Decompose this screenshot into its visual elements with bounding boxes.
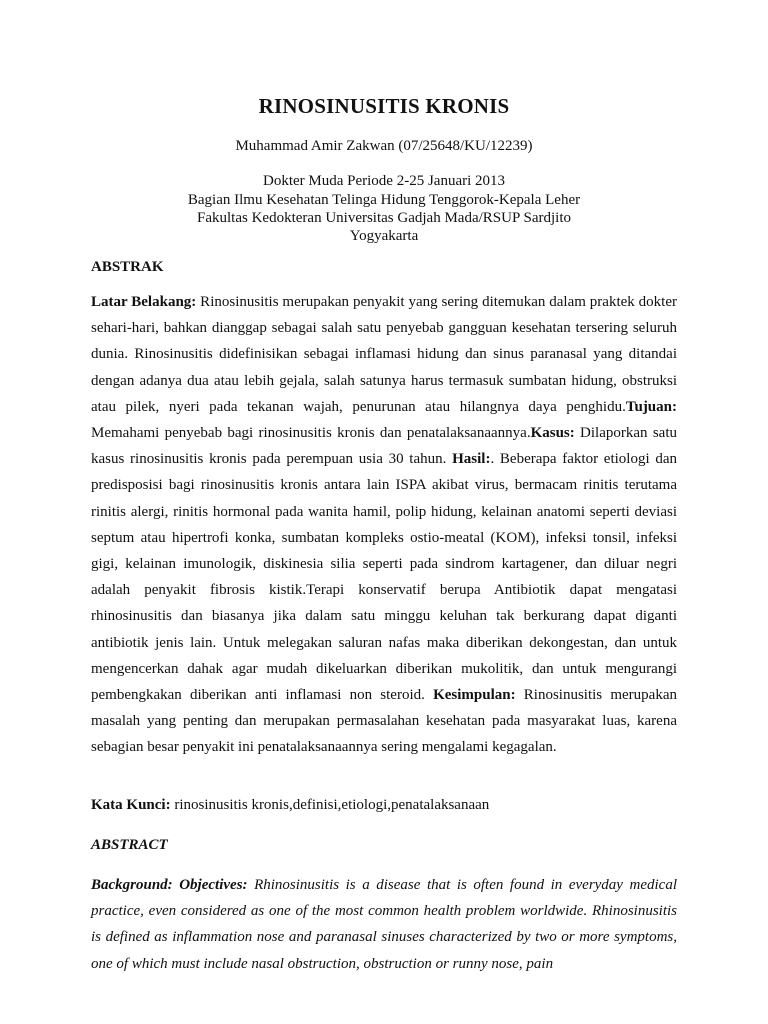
- affiliation-line-4: Yogyakarta: [349, 228, 419, 244]
- abstrak-paragraph: [91, 289, 677, 761]
- latar-label: Latar Belakang:: [91, 294, 197, 310]
- hasil-text: . Beberapa faktor etiologi dan predisposisi bagi rinosinusitis kronis antara lain ISPA akibat virus, bermacam rinitis terutama rinitis alergi, rinitis hormonal pada wanita hamil, polip hidung, kelainan anatomi seperti deviasi septum atau hipertrofi konka, sumbatan kompleks ostio-meatal (KOM), infeksi tonsil, infeksi gigi, kelainan imunologik, diskinesia silia seperti pada sindrom kartagener, dan diluar negri adalah penyakit fibrosis kistik.Terapi konservatif berupa Antibiotik dapat mengatasi rhinosinusitis dan biasanya jika dalam satu minggu keluhan tak berkurang dapat diganti antibiotik jenis lain. Untuk melegakan saluran nafas maka diberikan dekongestan, dan untuk mengencerkan dahak agar mudah dikeluarkan diberikan mukolitik, dan untuk mengurangi pembengkakan diberikan anti inflamasi non steroid.: [91, 451, 677, 704]
- kesimpulan-label: Kesimpulan:: [433, 687, 516, 704]
- kata-kunci-line: [91, 797, 677, 814]
- kasus-text: Dilaporkan satu kasus rinosinusitis kronis pada perempuan usia 30 tahun.: [91, 425, 677, 468]
- author-line: Muhammad Amir Zakwan (07/25648/KU/12239): [235, 138, 533, 154]
- kata-kunci-label: Kata Kunci:: [91, 797, 171, 813]
- tujuan-text: Memahami penyebab bagi rinosinusitis kronis dan penatalaksanaannya.: [91, 425, 531, 442]
- latar-text: Rinosinusitis merupakan penyakit yang sering ditemukan dalam praktek dokter sehari-hari, bahkan dianggap sebagai salah satu penyebab gangguan kesehatan tersering seluruh dunia. Rinosinusitis didefinisikan sebagai inflamasi hidung dan sinus paranasal yang ditandai dengan adanya dua atau lebih gejala, salah satunya harus termasuk sumbatan hidung, obstruksi atau pilek, nyeri pada tekanan wajah, penurunan atau hilangnya daya penghidu.: [91, 294, 677, 415]
- kata-kunci-text: rinosinusitis kronis,definisi,etiologi,penatalaksanaan: [170, 797, 490, 813]
- affiliation-line-1: Dokter Muda Periode 2-25 Januari 2013: [262, 173, 506, 189]
- affiliation-line-2: Bagian Ilmu Kesehatan Telinga Hidung Tenggorok-Kepala Leher: [187, 192, 581, 208]
- hasil-label: Hasil:: [452, 451, 491, 468]
- abstract-text: Rhinosinusitis is a disease that is often found in everyday medical practice, even considered as one of the most common health problem worldwide. Rhinosinusitis is defined as inflammation nose and paranasal sinuses characterized by two or more symptoms, one of which must include nasal obstruction, obstruction or runny nose, pain: [91, 877, 677, 972]
- abstract-label: Background: Objectives:: [91, 877, 248, 893]
- abstract-paragraph: [91, 872, 677, 977]
- tujuan-label: Tujuan:: [625, 398, 677, 415]
- paper-title: RINOSINUSITIS KRONIS: [258, 94, 510, 118]
- kesimpulan-text: Rinosinusitis merupakan masalah yang penting dan merupakan permasalahan kesehatan pada masyarakat luas, karena sebagian besar penyakit ini penatalaksanaannya sering mengalami kegagalan.: [91, 687, 677, 756]
- affiliation-line-3: Fakultas Kedokteran Universitas Gadjah Mada/RSUP Sardjito: [197, 210, 571, 226]
- abstrak-heading: ABSTRAK: [91, 259, 164, 275]
- abstract-heading: ABSTRACT: [91, 837, 168, 853]
- kasus-label: Kasus:: [530, 425, 575, 442]
